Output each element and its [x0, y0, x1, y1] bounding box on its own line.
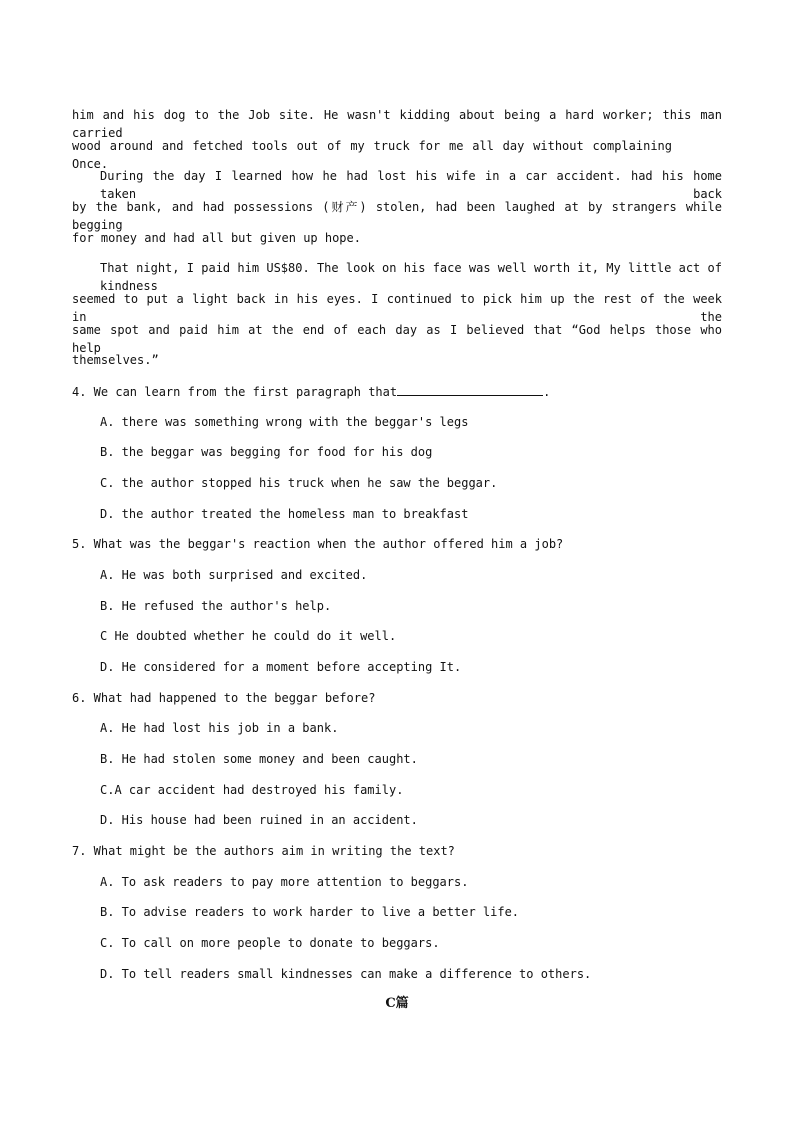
- question-stem: 5. What was the beggar's reaction when the author offered him a job?: [72, 537, 564, 551]
- passage-line: That night, I paid him US$80. The look on his face was well worth it, My little act of kindness: [100, 261, 722, 293]
- answer-option: C.A car accident had destroyed his family.: [100, 783, 404, 797]
- answer-blank: [397, 382, 543, 396]
- answer-option: B. He had stolen some money and been caught.: [100, 752, 418, 766]
- answer-option: B. To advise readers to work harder to live a better life.: [100, 905, 520, 919]
- answer-option: B. He refused the author's help.: [100, 599, 332, 613]
- passage-line: wood around and fetched tools out of my truck for me all day without complaining Once.: [72, 139, 672, 171]
- answer-option: D. He considered for a moment before accepting It.: [100, 660, 462, 674]
- answer-option: A. To ask readers to pay more attention to beggars.: [100, 875, 469, 889]
- question-stem: [72, 382, 550, 400]
- passage-line: During the day I learned how he had lost his wife in a car accident. had his home taken back: [100, 169, 722, 201]
- answer-option: D. the author treated the homeless man to breakfast: [100, 507, 469, 521]
- passage-line: him and his dog to the Job site. He wasn't kidding about being a hard worker; this man carried: [72, 108, 722, 140]
- answer-option: D. To tell readers small kindnesses can make a difference to others.: [100, 967, 592, 981]
- passage-line: same spot and paid him at the end of each day as I believed that “God helps those who help: [72, 323, 722, 355]
- passage-line: by the bank, and had possessions (财产) stolen, had been laughed at by strangers while begging: [72, 200, 722, 232]
- question-stem-end: .: [543, 385, 551, 399]
- passage-line: themselves.”: [72, 353, 159, 367]
- answer-option: D. His house had been ruined in an accident.: [100, 813, 418, 827]
- passage-line: seemed to put a light back in his eyes. I continued to pick him up the rest of the week in the: [72, 292, 722, 324]
- answer-option: A. there was something wrong with the beggar's legs: [100, 415, 469, 429]
- answer-option: C. the author stopped his truck when he saw the beggar.: [100, 476, 498, 490]
- question-stem: 7. What might be the authors aim in writing the text?: [72, 844, 455, 858]
- answer-option: A. He was both surprised and excited.: [100, 568, 368, 582]
- answer-option: A. He had lost his job in a bank.: [100, 721, 339, 735]
- answer-option: B. the beggar was begging for food for his dog: [100, 445, 433, 459]
- question-stem: 6. What had happened to the beggar before?: [72, 691, 376, 705]
- answer-option: C He doubted whether he could do it well.: [100, 629, 397, 643]
- section-heading: C篇: [385, 996, 409, 1011]
- question-stem-text: 4. We can learn from the first paragraph that: [72, 385, 398, 399]
- answer-option: C. To call on more people to donate to beggars.: [100, 936, 440, 950]
- passage-line: for money and had all but given up hope.: [72, 231, 361, 245]
